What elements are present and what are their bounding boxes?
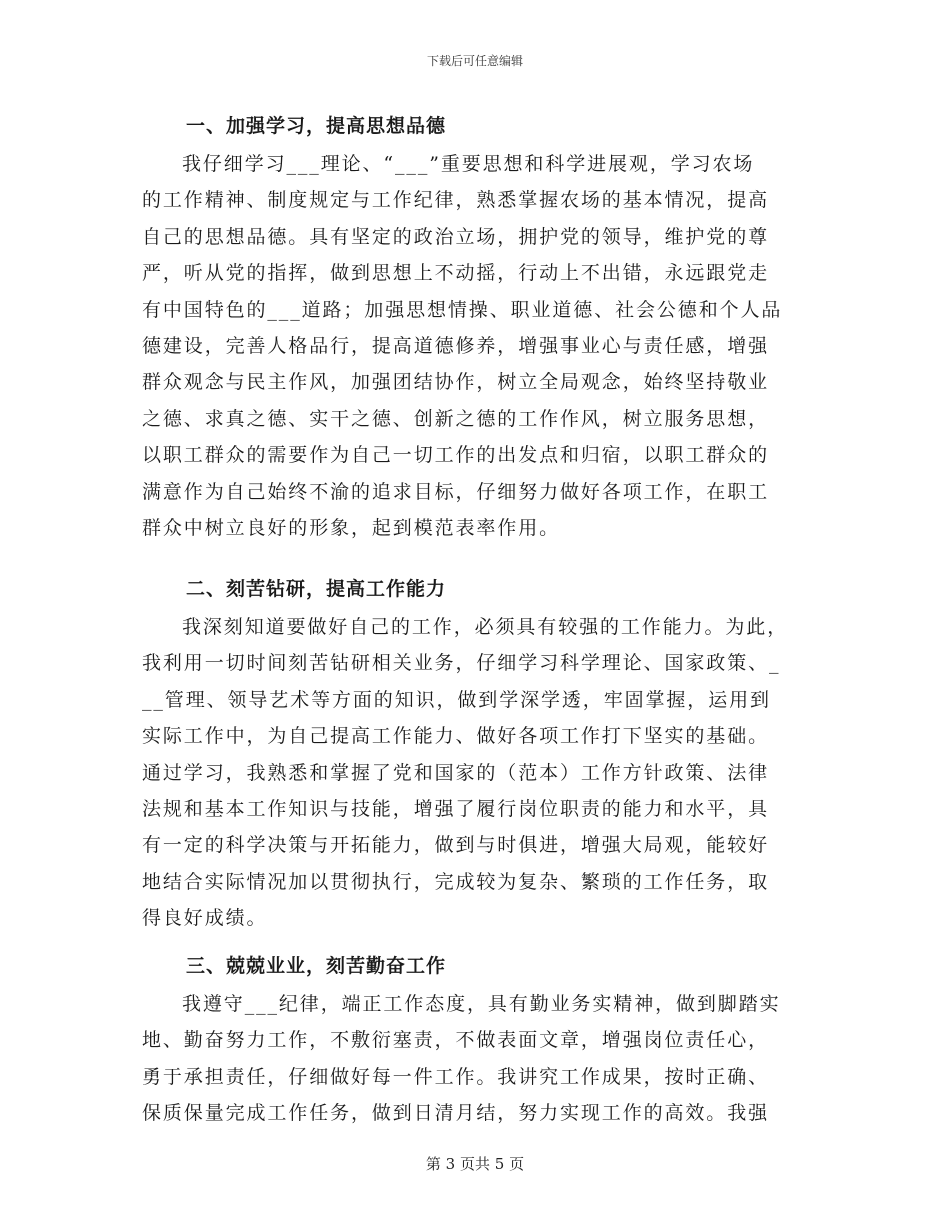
paragraph-line: 德建设，完善人格品行，提高道德修养，增强事业心与责任感，增强 (142, 334, 770, 357)
paragraph-line: 满意作为自己始终不渝的追求目标，仔细努力做好各项工作，在职工 (142, 480, 770, 503)
section-heading: 三、兢兢业业，刻苦勤奋工作 (186, 955, 447, 977)
paragraph-line: 以职工群众的需要作为自己一切工作的出发点和归宿，以职工群众的 (142, 444, 770, 467)
page-number-footer: 第 3 页共 5 页 (425, 1155, 525, 1173)
section-2 (142, 573, 808, 937)
paragraph-line: 实际工作中，为自己提高工作能力、做好各项工作打下坚实的基础。 (142, 725, 770, 748)
paragraph-line: 我遵守___纪律，端正工作态度，具有勤业务实精神，做到脚踏实 (182, 993, 781, 1015)
paragraph-line: 严，听从党的指挥，做到思想上不动摇，行动上不出错，永远跟党走 (142, 262, 770, 285)
paragraph-line: 我仔细学习___理论、“___”重要思想和科学进展观，学习农场 (182, 153, 755, 175)
paragraph-line: 得良好成绩。 (142, 907, 268, 930)
paragraph-line: 保质保量完成工作任务，做到日清月结，努力实现工作的高效。我强 (142, 1102, 770, 1125)
paragraph-line: __管理、领导艺术等方面的知识，做到学深学透，牢固掌握，运用到 (142, 688, 771, 711)
paragraph-line: 我深刻知道要做好自己的工作，必须具有较强的工作能力。为此， (182, 616, 789, 638)
page-header: 下载后可任意编辑 (426, 54, 523, 68)
section-heading: 二、刻苦钻研，提高工作能力 (186, 578, 447, 600)
paragraph-line: 自己的思想品德。具有坚定的政治立场，拥护党的领导，维护党的尊 (142, 225, 770, 248)
paragraph-line: 法规和基本工作知识与技能，增强了履行岗位职责的能力和水平，具 (142, 797, 770, 820)
paragraph-line: 勇于承担责任，仔细做好每一件工作。我讲究工作成果，按时正确、 (142, 1065, 770, 1088)
paragraph-line: 的工作精神、制度规定与工作纪律，熟悉掌握农场的基本情况，提高 (142, 189, 770, 212)
section-paragraph (142, 609, 808, 937)
section-paragraph (142, 146, 808, 546)
paragraph-line: 之德、求真之德、实干之德、创新之德的工作作风，树立服务思想， (142, 407, 770, 430)
paragraph-line: 有中国特色的___道路；加强思想情操、职业道德、社会公德和个人品 (142, 298, 783, 321)
paragraph-line: 地、勤奋努力工作，不敷衍塞责，不做表面文章，增强岗位责任心， (142, 1029, 770, 1052)
section-paragraph (142, 986, 808, 1132)
paragraph-line: 地结合实际情况加以贯彻执行，完成较为复杂、繁琐的工作任务，取 (142, 870, 770, 893)
section-3 (142, 950, 808, 1132)
paragraph-line: 通过学习，我熟悉和掌握了党和国家的（范本）工作方针政策、法律 (142, 761, 770, 784)
paragraph-line: 群众观念与民主作风，加强团结协作，树立全局观念，始终坚持敬业 (142, 371, 770, 394)
paragraph-line: 群众中树立良好的形象，起到模范表率作用。 (142, 516, 561, 539)
paragraph-line: 我利用一切时间刻苦钻研相关业务，仔细学习科学理论、国家政策、_ (142, 652, 781, 675)
section-1 (142, 110, 808, 546)
section-heading: 一、加强学习，提高思想品德 (186, 115, 447, 137)
paragraph-line: 有一定的科学决策与开拓能力，做到与时俱进，增强大局观，能较好 (142, 834, 770, 857)
